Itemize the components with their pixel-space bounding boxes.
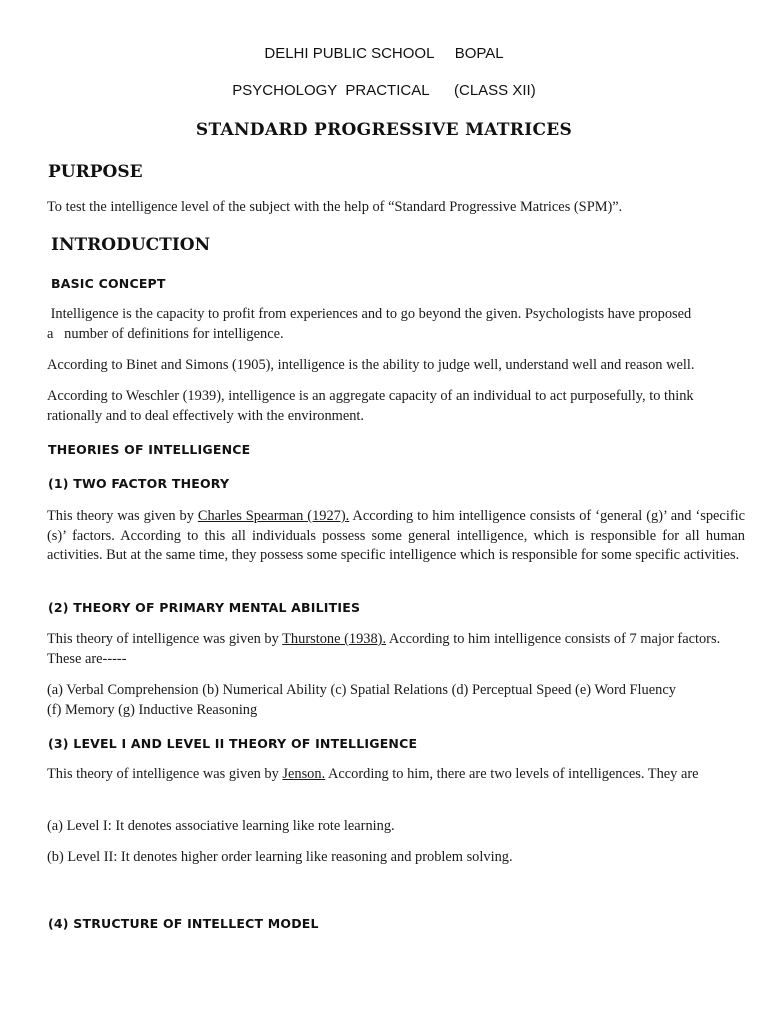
- two-factor-body: According to him intelligence consists of ‘general (g)’ and ‘specific (s)’ factors. According to this all individuals possess some general intelligence, which is responsible for all human activities. But at the same time, they possess some specific intelligence which is responsible for some specific activities.: [47, 508, 745, 563]
- primary-abilities-list: [47, 681, 745, 720]
- level-theory-body: According to him, there are two levels of intelligences. They are: [325, 766, 699, 782]
- school-name: DELHI PUBLIC SCHOOL BOPAL: [264, 45, 504, 62]
- introduction-heading: INTRODUCTION: [51, 235, 211, 255]
- purpose-heading: PURPOSE: [48, 162, 143, 182]
- course-line: PSYCHOLOGY PRACTICAL (CLASS XII): [232, 82, 536, 99]
- intro-paragraph-3-line-1: According to Weschler (1939), intelligence is an aggregate capacity of an individual to act purposefully, to think: [47, 388, 694, 404]
- purpose-text: To test the intelligence level of the subject with the help of “Standard Progressive Matrices (SPM)”.: [47, 199, 623, 215]
- structure-of-intellect-heading: (4) STRUCTURE OF INTELLECT MODEL: [48, 916, 319, 931]
- level-theory-text: [47, 765, 745, 785]
- level-two-text: (b) Level II: It denotes higher order learning like reasoning and problem solving.: [47, 849, 513, 865]
- two-factor-heading: (1) TWO FACTOR THEORY: [48, 476, 230, 491]
- two-factor-text: [47, 507, 745, 566]
- intro-paragraph-1-line-2: a number of definitions for intelligence.: [47, 325, 284, 342]
- intro-paragraph-1: [47, 305, 745, 344]
- intro-paragraph-2: According to Binet and Simons (1905), intelligence is the ability to judge well, understand well and reason well.: [47, 357, 695, 373]
- primary-abilities-list-line-1: (a) Verbal Comprehension (b) Numerical Ability (c) Spatial Relations (d) Perceptual Speed (e) Word Fluency: [47, 682, 676, 698]
- level-one-text: (a) Level I: It denotes associative learning like rote learning.: [47, 818, 395, 834]
- primary-abilities-text: [47, 630, 745, 669]
- intro-paragraph-1-line-1: Intelligence is the capacity to profit from experiences and to go beyond the given. Psychologists have proposed: [47, 306, 692, 322]
- level-theory-intro: This theory of intelligence was given by: [47, 766, 283, 782]
- primary-abilities-intro: This theory of intelligence was given by: [47, 631, 283, 647]
- thurstone-reference: Thurstone (1938).: [282, 631, 387, 647]
- jenson-reference: Jenson.: [282, 766, 326, 782]
- theories-heading: THEORIES OF INTELLIGENCE: [48, 442, 251, 457]
- level-theory-heading: (3) LEVEL I AND LEVEL II THEORY OF INTELLIGENCE: [48, 736, 418, 751]
- document-title: STANDARD PROGRESSIVE MATRICES: [195, 120, 573, 140]
- primary-abilities-body: According to him intelligence consists of 7 major factors. These are-----: [47, 631, 721, 667]
- basic-concept-heading: BASIC CONCEPT: [51, 276, 166, 291]
- intro-paragraph-3-line-2: rationally and to deal effectively with the environment.: [47, 407, 365, 424]
- two-factor-intro: This theory was given by: [47, 508, 198, 524]
- primary-abilities-list-line-2: (f) Memory (g) Inductive Reasoning: [47, 701, 258, 718]
- intro-paragraph-3: [47, 387, 745, 426]
- spearman-reference: Charles Spearman (1927).: [197, 508, 350, 524]
- primary-abilities-heading: (2) THEORY OF PRIMARY MENTAL ABILITIES: [48, 600, 361, 615]
